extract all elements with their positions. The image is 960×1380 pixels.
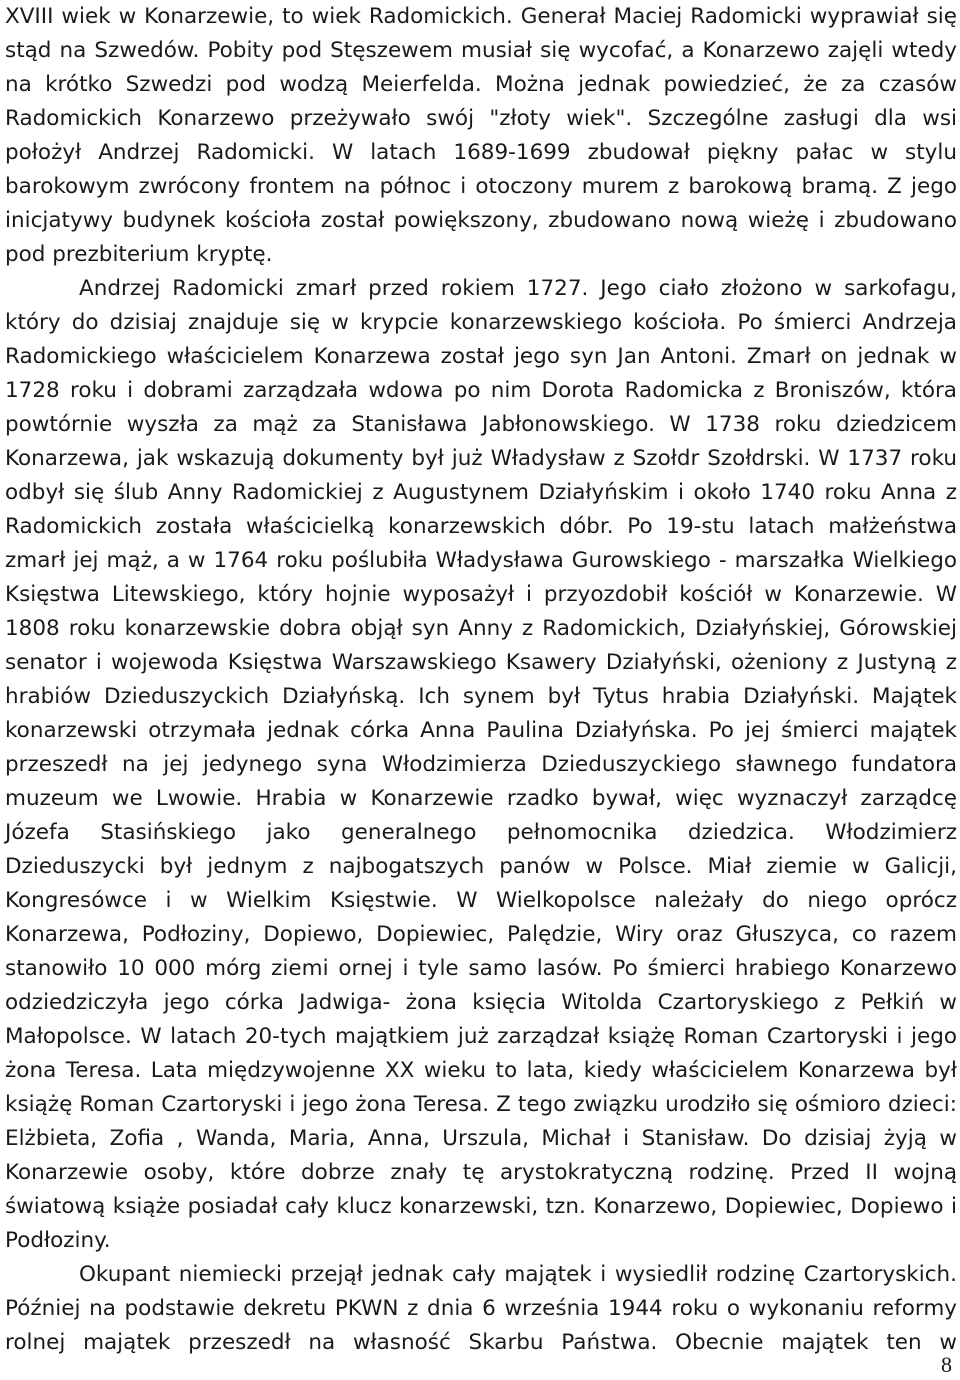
paragraph-2: Andrzej Radomicki zmarł przed rokiem 1727. Jego ciało złożono w sarkofagu, który do dzisiaj znajduje się w krypcie konarzewskiego kościoła. Po śmierci Andrzeja Radomickiego właścicielem Konarzewa został jego syn Jan Antoni. Zmarł on jednak w 1728 roku i dobrami zarządzała wdowa po nim Dorota Radomicka z Broniszów, która powtórnie wyszła za mąż za Stanisława Jabłonowskiego. W 1738 roku dziedzicem Konarzewa, jak wskazują dokumenty był już Władysław z Szołdr Szołdrski. W 1737 roku odbył się ślub Anny Radomickiej z Augustynem Działyńskim i około 1740 roku Anna z Radomickich została właścicielką konarzewskich dóbr. Po 19-stu latach małżeństwa zmarł jej mąż, a w 1764 roku poślubiła Władysława Gurowskiego - marszałka Wielkiego Księstwa Litewskiego, który hojnie wyposażył i przyozdobił kościół w Konarzewie. W 1808 roku konarzewskie dobra objął syn Anny z Radomickich, Działyńskiej, Górowskiej senator i wojewoda Księstwa Warszawskiego Ksawery Działyński, ożeniony z Justyną z hrabiów Dzieduszyckich Działyńską. Ich synem był Tytus hrabia Działyński. Majątek konarzewski otrzymała jednak córka Anna Paulina Działyńska. Po jej śmierci majątek przeszedł na jej jedynego syna Włodzimierza Dzieduszyckiego sławnego fundatora muzeum we Lwowie. Hrabia w Konarzewie rzadko bywał, więc wyznaczył zarządcę Józefa Stasińskiego jako generalnego pełnomocnika dziedzica. Włodzimierz Dzieduszycki był jednym z najbogatszych panów w Polsce. Miał ziemie w Galicji, Kongresówce i w Wielkim Księstwie. W Wielkopolsce należały do niego oprócz Konarzewa, Podłoziny, Dopiewo, Dopiewiec, Palędzie, Wiry oraz Głuszyca, co razem stanowiło 10 000 mórg ziemi ornej i tyle samo lasów. Po śmierci hrabiego Konarzewo odziedziczyła jego córka Jadwiga- żona księcia Witolda Czartoryskiego z Pełkiń w Małopolsce. W latach 20-tych majątkiem już zarządzał książę Roman Czartoryski i jego żona Teresa. Lata międzywojenne XX wieku to lata, kiedy właścicielem Konarzewa był książę Roman Czartoryski i jego żona Teresa. Z tego związku urodziło się ośmioro dzieci: Elżbieta, Zofia , Wanda, Maria, Anna, Urszula, Michał i Stanisław. Do dzisiaj żyją w Konarzewie osoby, które dobrze znały tę arystokratyczną rodzinę. Przed II wojną światową książe posiadał cały klucz konarzewski, tzn. Konarzewo, Dopiewiec, Dopiewo i Podłoziny. — [5, 276, 957, 1253]
document-body — [5, 0, 957, 1360]
page-number: 8 — [941, 1352, 952, 1377]
paragraph-1: XVIII wiek w Konarzewie, to wiek Radomickich. Generał Maciej Radomicki wyprawiał się stąd na Szwedów. Pobity pod Stęszewem musiał się wycofać, a Konarzewo zajęli wtedy na krótko Szwedzi pod wodzą Meierfelda. Można jednak powiedzieć, że za czasów Radomickich Konarzewo przeżywało swój "złoty wiek". Szczególne zasługi dla wsi położył Andrzej Radomicki. W latach 1689-1699 zbudował piękny pałac w stylu barokowym zwrócony frontem na północ i otoczony murem z barokową bramą. Z jego inicjatywy budynek kościoła został powiększony, zbudowano nową wieżę i zbudowano pod prezbiterium kryptę. — [5, 4, 957, 267]
paragraph-3: Okupant niemiecki przejął jednak cały majątek i wysiedlił rodzinę Czartoryskich. Później na podstawie dekretu PKWN z dnia 6 września 1944 roku o wykonaniu reformy rolnej majątek przeszedł na własność Skarbu Państwa. Obecnie majątek ten w — [5, 1262, 957, 1355]
